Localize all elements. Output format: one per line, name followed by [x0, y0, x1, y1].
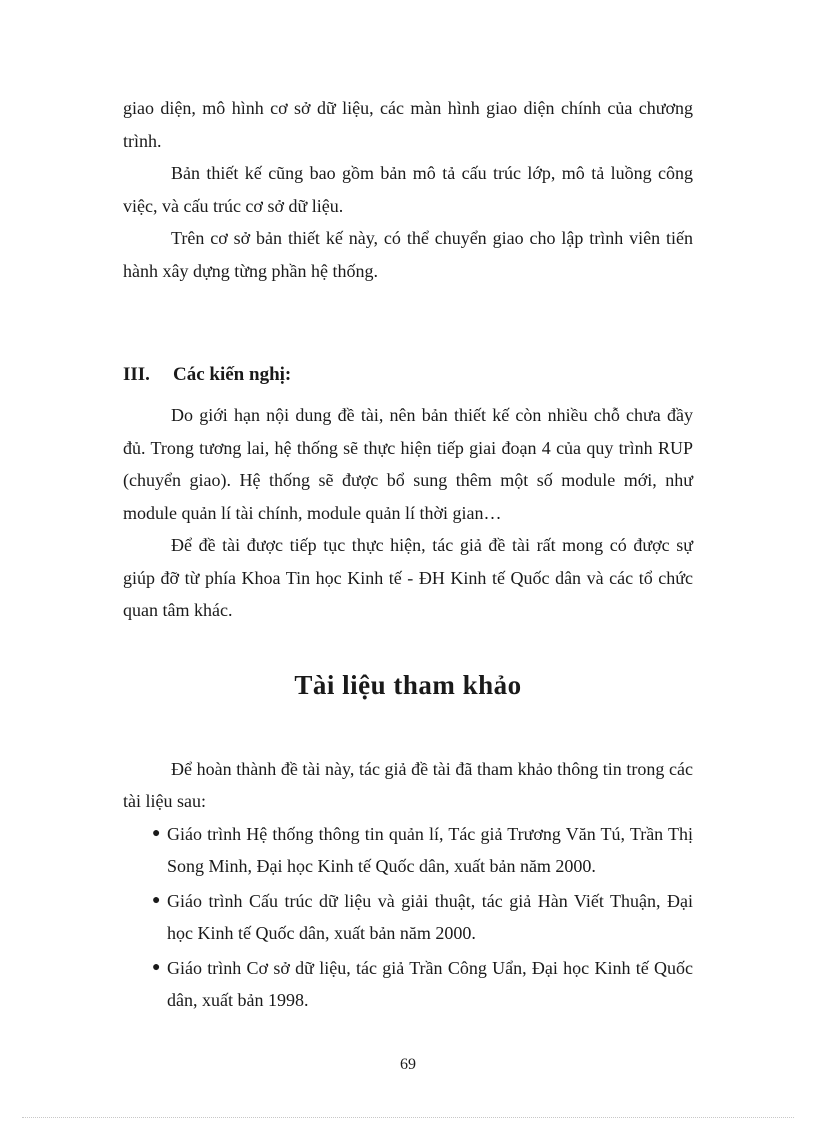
reference-text: Giáo trình Cấu trúc dữ liệu và giải thuật, tác giả Hàn Viết Thuận, Đại học Kinh tế Quốc dân, xuất bản năm 2000.	[167, 890, 693, 943]
intro-paragraph: Trên cơ sở bản thiết kế này, có thể chuyển giao cho lập trình viên tiến hành xây dựng từng phần hệ thống.	[123, 228, 693, 281]
page-content	[123, 92, 693, 1019]
bullet-icon: ●	[152, 892, 161, 908]
reference-text: Giáo trình Hệ thống thông tin quản lí, Tác giả Trương Văn Tú, Trần Thị Song Minh, Đại học Kinh tế Quốc dân, xuất bản năm 2000.	[167, 823, 693, 876]
section-number: III.	[123, 364, 150, 385]
reference-item	[152, 818, 693, 883]
reference-text: Giáo trình Cơ sở dữ liệu, tác giả Trần Công Uẩn, Đại học Kinh tế Quốc dân, xuất bản 1998.	[167, 957, 693, 1010]
page-bottom-divider	[22, 1117, 794, 1118]
reference-item	[152, 952, 693, 1017]
page-number: 69	[400, 1056, 416, 1073]
references-intro: Để hoàn thành đề tài này, tác giả đề tài đã tham khảo thông tin trong các tài liệu sau:	[123, 758, 693, 811]
bullet-icon: ●	[152, 825, 161, 841]
bullet-icon: ●	[152, 959, 161, 975]
section-paragraph: Để đề tài được tiếp tục thực hiện, tác giả đề tài rất mong có được sự giúp đỡ từ phía Khoa Tin học Kinh tế - ĐH Kinh tế Quốc dân và các tổ chức quan tâm khác.	[123, 535, 693, 620]
section-title: Các kiến nghị:	[173, 364, 292, 385]
section-heading	[123, 359, 693, 391]
intro-paragraph: Bản thiết kế cũng bao gồm bản mô tả cấu trúc lớp, mô tả luồng công việc, và cấu trúc cơ sở dữ liệu.	[123, 163, 693, 216]
references-list	[123, 818, 693, 1017]
section-paragraph: Do giới hạn nội dung đề tài, nên bản thiết kế còn nhiều chỗ chưa đầy đủ. Trong tương lai, hệ thống sẽ thực hiện tiếp giai đoạn 4 của quy trình RUP (chuyển giao). Hệ thống sẽ được bổ sung thêm một số module mới, như module quản lí tài chính, module quản lí thời gian…	[123, 405, 693, 523]
intro-paragraph: giao diện, mô hình cơ sở dữ liệu, các màn hình giao diện chính của chương trình.	[123, 98, 693, 151]
references-title: Tài liệu tham khảo	[294, 669, 522, 700]
reference-item	[152, 885, 693, 950]
